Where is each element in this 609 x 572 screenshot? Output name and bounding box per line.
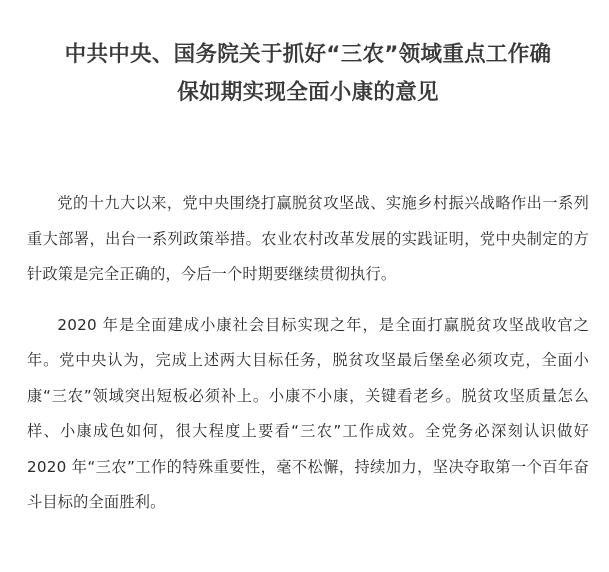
paragraph-1: 党的十九大以来，党中央围绕打赢脱贫攻坚战、实施乡村振兴战略作出一系列重大部署，出台一系列政策举措。农业农村改革发展的实践证明，党中央制定的方针政策是完全正确的，今后一个时期要继续贯彻执行。: [27, 194, 589, 283]
paragraph-2: 2020 年是全面建成小康社会目标实现之年，是全面打赢脱贫攻坚战收官之年。党中央认为，完成上述两大目标任务，脱贫攻坚最后堡垒必须攻克，全面小康“三农”领域突出短板必须补上。小康不小康，关键看老乡。脱贫攻坚质量怎么样、小康成色如何，很大程度上要看“三农”工作成效。全党务必深刻认识做好 2020 年“三农”工作的特殊重要性，毫不松懈，持续加力，坚决夺取第一个百年奋斗目标的全面胜利。: [27, 315, 589, 511]
title-line-1: 中共中央、国务院关于抓好“三农”领域重点工作确: [64, 42, 552, 67]
document-body: [27, 186, 589, 521]
document-title: [27, 0, 589, 112]
title-line-2: 保如期实现全面小康的意见: [177, 80, 439, 105]
